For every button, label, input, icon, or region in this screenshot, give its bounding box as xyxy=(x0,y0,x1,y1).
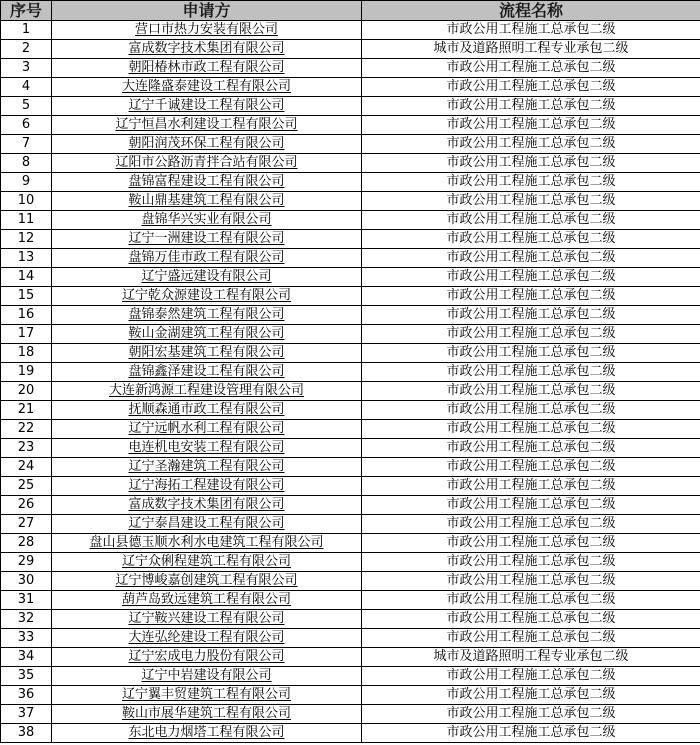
applicant-cell: 辽阳市公路沥青拌合站有限公司 xyxy=(52,154,362,173)
process-name-cell: 市政公用工程施工总承包二级 xyxy=(362,116,700,135)
table-row xyxy=(1,439,700,458)
serial-number-cell: 7 xyxy=(1,135,52,154)
process-name-cell: 市政公用工程施工总承包二级 xyxy=(362,21,700,40)
table-row xyxy=(1,97,700,116)
table-row xyxy=(1,629,700,648)
serial-number-cell: 9 xyxy=(1,173,52,192)
process-name-cell: 市政公用工程施工总承包二级 xyxy=(362,306,700,325)
process-name-cell: 市政公用工程施工总承包二级 xyxy=(362,477,700,496)
serial-number-cell: 14 xyxy=(1,268,52,287)
serial-number-cell: 37 xyxy=(1,705,52,724)
applicant-cell: 辽宁一洲建设工程有限公司 xyxy=(52,230,362,249)
applicant-cell: 辽宁鞍兴建设工程有限公司 xyxy=(52,610,362,629)
serial-number-cell: 33 xyxy=(1,629,52,648)
serial-number-cell: 19 xyxy=(1,363,52,382)
applicant-cell: 电连机电安装工程有限公司 xyxy=(52,439,362,458)
table-row xyxy=(1,553,700,572)
process-name-cell: 市政公用工程施工总承包二级 xyxy=(362,382,700,401)
table-row xyxy=(1,686,700,705)
serial-number-cell: 5 xyxy=(1,97,52,116)
applicant-cell: 大连隆盛泰建设工程有限公司 xyxy=(52,78,362,97)
applicant-cell: 辽宁恒昌水利建设工程有限公司 xyxy=(52,116,362,135)
process-name-cell: 市政公用工程施工总承包二级 xyxy=(362,59,700,78)
applicant-cell: 盘锦华兴实业有限公司 xyxy=(52,211,362,230)
applicant-cell: 辽宁翼丰贸建筑工程有限公司 xyxy=(52,686,362,705)
applicant-cell: 辽宁远帆水利工程有限公司 xyxy=(52,420,362,439)
applicant-cell: 鞍山金湖建筑工程有限公司 xyxy=(52,325,362,344)
applicant-cell: 朝阳润茂环保工程有限公司 xyxy=(52,135,362,154)
serial-number-cell: 26 xyxy=(1,496,52,515)
table-row xyxy=(1,401,700,420)
applicant-cell: 辽宁博峻嘉创建筑工程有限公司 xyxy=(52,572,362,591)
table-row xyxy=(1,591,700,610)
process-name-cell: 市政公用工程施工总承包二级 xyxy=(362,97,700,116)
process-name-cell: 城市及道路照明工程专业承包二级 xyxy=(362,40,700,59)
process-name-cell: 市政公用工程施工总承包二级 xyxy=(362,439,700,458)
table-row xyxy=(1,116,700,135)
serial-number-cell: 18 xyxy=(1,344,52,363)
applicant-cell: 辽宁众俐程建筑工程有限公司 xyxy=(52,553,362,572)
serial-number-cell: 30 xyxy=(1,572,52,591)
process-name-cell: 市政公用工程施工总承包二级 xyxy=(362,591,700,610)
table-row xyxy=(1,268,700,287)
process-name-cell: 市政公用工程施工总承包二级 xyxy=(362,667,700,686)
table-row xyxy=(1,135,700,154)
table-row xyxy=(1,667,700,686)
process-name-cell: 市政公用工程施工总承包二级 xyxy=(362,344,700,363)
table-row xyxy=(1,420,700,439)
process-name-cell: 城市及道路照明工程专业承包二级 xyxy=(362,648,700,667)
process-name-cell: 市政公用工程施工总承包二级 xyxy=(362,458,700,477)
applicant-cell: 鞍山鼎基建筑工程有限公司 xyxy=(52,192,362,211)
serial-number-cell: 20 xyxy=(1,382,52,401)
applicant-cell: 盘山县德玉顺水利水电建筑工程有限公司 xyxy=(52,534,362,553)
process-name-cell: 市政公用工程施工总承包二级 xyxy=(362,686,700,705)
applicant-cell: 大连弘纶建设工程有限公司 xyxy=(52,629,362,648)
applicant-cell: 辽宁圣瀚建筑工程有限公司 xyxy=(52,458,362,477)
applicant-cell: 辽宁海拓工程建设有限公司 xyxy=(52,477,362,496)
table-row xyxy=(1,154,700,173)
applicant-cell: 抚顺森通市政工程有限公司 xyxy=(52,401,362,420)
applicant-cell: 鞍山市展华建筑工程有限公司 xyxy=(52,705,362,724)
table-row xyxy=(1,306,700,325)
process-name-cell: 市政公用工程施工总承包二级 xyxy=(362,401,700,420)
serial-number-cell: 12 xyxy=(1,230,52,249)
table-row xyxy=(1,648,700,667)
table-row xyxy=(1,287,700,306)
applicant-cell: 葫芦岛致远建筑工程有限公司 xyxy=(52,591,362,610)
table-row xyxy=(1,325,700,344)
process-name-cell: 市政公用工程施工总承包二级 xyxy=(362,496,700,515)
serial-number-cell: 27 xyxy=(1,515,52,534)
process-name-cell: 市政公用工程施工总承包二级 xyxy=(362,287,700,306)
applicant-cell: 辽宁盛远建设有限公司 xyxy=(52,268,362,287)
serial-number-cell: 29 xyxy=(1,553,52,572)
table-row xyxy=(1,705,700,724)
table-row xyxy=(1,230,700,249)
serial-number-cell: 17 xyxy=(1,325,52,344)
table-row xyxy=(1,211,700,230)
table-row xyxy=(1,724,700,743)
process-name-cell: 市政公用工程施工总承包二级 xyxy=(362,610,700,629)
process-name-cell: 市政公用工程施工总承包二级 xyxy=(362,629,700,648)
serial-number-cell: 38 xyxy=(1,724,52,743)
serial-number-cell: 8 xyxy=(1,154,52,173)
process-name-cell: 市政公用工程施工总承包二级 xyxy=(362,78,700,97)
serial-number-cell: 35 xyxy=(1,667,52,686)
process-name-cell: 市政公用工程施工总承包二级 xyxy=(362,154,700,173)
applicant-cell: 朝阳宏基建筑工程有限公司 xyxy=(52,344,362,363)
serial-number-cell: 36 xyxy=(1,686,52,705)
serial-number-cell: 13 xyxy=(1,249,52,268)
table-row xyxy=(1,249,700,268)
process-name-cell: 市政公用工程施工总承包二级 xyxy=(362,173,700,192)
process-name-cell: 市政公用工程施工总承包二级 xyxy=(362,135,700,154)
serial-number-cell: 28 xyxy=(1,534,52,553)
process-name-cell: 市政公用工程施工总承包二级 xyxy=(362,572,700,591)
table-row xyxy=(1,363,700,382)
serial-number-cell: 15 xyxy=(1,287,52,306)
serial-number-cell: 6 xyxy=(1,116,52,135)
process-name-cell: 市政公用工程施工总承包二级 xyxy=(362,515,700,534)
process-name-cell: 市政公用工程施工总承包二级 xyxy=(362,705,700,724)
serial-number-cell: 21 xyxy=(1,401,52,420)
applicant-cell: 盘锦富程建设工程有限公司 xyxy=(52,173,362,192)
serial-number-cell: 25 xyxy=(1,477,52,496)
table-row xyxy=(1,496,700,515)
serial-number-cell: 10 xyxy=(1,192,52,211)
table-row xyxy=(1,458,700,477)
applicant-cell: 朝阳椿林市政工程有限公司 xyxy=(52,59,362,78)
serial-number-cell: 3 xyxy=(1,59,52,78)
table-row xyxy=(1,515,700,534)
serial-number-cell: 23 xyxy=(1,439,52,458)
applicant-cell: 东北电力烟塔工程有限公司 xyxy=(52,724,362,743)
applicant-cell: 营口市热力安装有限公司 xyxy=(52,21,362,40)
table-row xyxy=(1,40,700,59)
applicant-cell: 盘锦泰然建筑工程有限公司 xyxy=(52,306,362,325)
process-name-cell: 市政公用工程施工总承包二级 xyxy=(362,325,700,344)
process-name-cell: 市政公用工程施工总承包二级 xyxy=(362,230,700,249)
header-applicant: 申请方 xyxy=(52,1,362,21)
process-name-cell: 市政公用工程施工总承包二级 xyxy=(362,211,700,230)
serial-number-cell: 11 xyxy=(1,211,52,230)
applicant-cell: 辽宁泰昌建设工程有限公司 xyxy=(52,515,362,534)
process-name-cell: 市政公用工程施工总承包二级 xyxy=(362,553,700,572)
table-row xyxy=(1,572,700,591)
serial-number-cell: 34 xyxy=(1,648,52,667)
table-row xyxy=(1,173,700,192)
applicant-cell: 富成数字技术集团有限公司 xyxy=(52,496,362,515)
applicant-cell: 盘锦万佳市政工程有限公司 xyxy=(52,249,362,268)
serial-number-cell: 16 xyxy=(1,306,52,325)
process-name-cell: 市政公用工程施工总承包二级 xyxy=(362,534,700,553)
serial-number-cell: 31 xyxy=(1,591,52,610)
process-name-cell: 市政公用工程施工总承包二级 xyxy=(362,268,700,287)
applicant-cell: 盘锦鑫泽建设工程有限公司 xyxy=(52,363,362,382)
serial-number-cell: 32 xyxy=(1,610,52,629)
serial-number-cell: 24 xyxy=(1,458,52,477)
serial-number-cell: 2 xyxy=(1,40,52,59)
applicant-cell: 辽宁千诚建设工程有限公司 xyxy=(52,97,362,116)
process-name-cell: 市政公用工程施工总承包二级 xyxy=(362,363,700,382)
table-row xyxy=(1,477,700,496)
process-name-cell: 市政公用工程施工总承包二级 xyxy=(362,724,700,743)
serial-number-cell: 1 xyxy=(1,21,52,40)
serial-number-cell: 22 xyxy=(1,420,52,439)
header-process-name: 流程名称 xyxy=(362,1,700,21)
process-name-cell: 市政公用工程施工总承包二级 xyxy=(362,249,700,268)
process-name-cell: 市政公用工程施工总承包二级 xyxy=(362,192,700,211)
applicant-cell: 辽宁乾众源建设工程有限公司 xyxy=(52,287,362,306)
table-row xyxy=(1,382,700,401)
table-row xyxy=(1,610,700,629)
table-row xyxy=(1,59,700,78)
table-row xyxy=(1,21,700,40)
table-row xyxy=(1,78,700,97)
header-serial-number: 序号 xyxy=(1,1,52,21)
applicant-cell: 辽宁中岩建设有限公司 xyxy=(52,667,362,686)
applicant-cell: 富成数字技术集团有限公司 xyxy=(52,40,362,59)
process-name-cell: 市政公用工程施工总承包二级 xyxy=(362,420,700,439)
applicant-cell: 大连新鸿源工程建设管理有限公司 xyxy=(52,382,362,401)
table-row xyxy=(1,534,700,553)
table-row xyxy=(1,192,700,211)
applicant-cell: 辽宁宏成电力股份有限公司 xyxy=(52,648,362,667)
header-row xyxy=(1,1,700,21)
serial-number-cell: 4 xyxy=(1,78,52,97)
table-row xyxy=(1,344,700,363)
